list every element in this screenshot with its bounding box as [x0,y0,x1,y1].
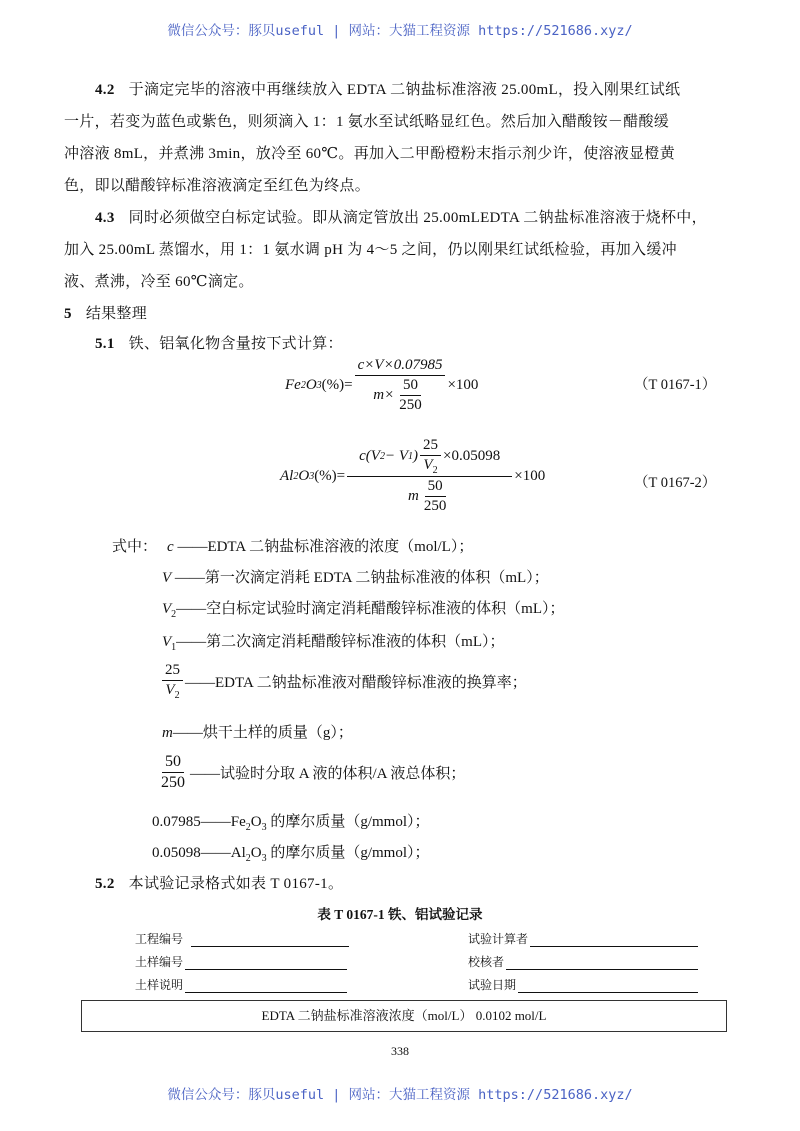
section-4-2-line-2: 一片，若变为蓝色或紫色，则须滴入 1：1 氨水至试纸略显红色。然后加入醋酸铵－醋酸缓 [64,114,670,130]
numerator: c×V×0.07985 [355,357,446,376]
equation-tag-2: （T 0167-2） [634,475,717,491]
text: ——EDTA 二钠盐标准溶液的浓度（mol/L）； [177,539,474,555]
def-v2 [162,597,565,620]
equation-al2o3 [280,437,545,515]
eq-text: Fe [285,377,301,393]
numerator: 50 [425,478,446,497]
def-al2o3 [152,841,430,864]
section-4-2-line-3: 冲溶液 8mL，并煮沸 3min，放冷至 60℃。再加入二甲酚橙粉末指示剂少许，使溶液显橙黄 [64,146,675,162]
def-v1 [162,630,505,653]
def-fraction [156,753,465,792]
symbol: 1 [171,642,177,653]
header-watermark: 微信公众号：豚贝useful | 网站：大猫工程资源 https://521686.xyz/ [167,23,633,39]
eq-text: 2 [432,465,438,476]
eq-text: 2 [300,380,306,391]
symbol: 2 [171,609,177,620]
field-label: 试验计算者 [468,932,529,946]
section-4-2-line-4: 色，即以醋酸锌标准溶液滴定至红色为终点。 [64,178,371,194]
def-c [112,535,473,556]
eq-text: 2 [293,470,299,482]
section-5-1 [95,332,343,353]
denominator: 250 [399,397,422,413]
denominator: 250 [423,498,447,514]
section-title: 结果整理 [85,306,148,322]
numerator: 50 [400,377,421,396]
symbol: c [167,539,174,555]
section-4-3-line-3: 液、煮沸，冷至 60℃滴定。 [64,274,254,290]
symbol: 2 [174,690,180,701]
denominator: V [423,457,433,473]
section-number: 5.2 [95,876,115,892]
field-label: 土样编号 [135,955,184,969]
field-label: 工程编号 [135,932,184,946]
eq-text: c(V [359,448,380,464]
field-checker [468,953,698,970]
footer-watermark: 微信公众号：豚贝useful | 网站：大猫工程资源 https://521686.xyz/ [167,1087,633,1103]
text: ——第一次滴定消耗 EDTA 二钠盐标准液的体积（mL）； [174,570,549,586]
numerator: 25 [420,437,441,456]
eq-text: O [298,467,310,484]
fraction [355,357,446,414]
field-blank [530,933,698,947]
eq-text: 1 [408,451,414,462]
text: 2 [245,822,251,833]
field-blank [191,933,349,947]
field-blank [506,956,698,970]
section-number: 5 [64,306,72,322]
section-4-3-line-2: 加入 25.00mL 蒸馏水，用 1：1 氨水调 pH 为 4～5 之间，仍以刚果红试纸检验，再加入缓冲 [64,242,677,258]
eq-text: − V [384,448,409,464]
section-number: 4.2 [95,82,115,98]
section-number: 5.1 [95,336,115,352]
text: ——第二次滴定消耗醋酸锌标准液的体积（mL）； [176,634,505,650]
field-blank [518,979,698,993]
text: 本试验记录格式如表 T 0167-1。 [128,876,344,892]
field-sample-description [135,976,347,993]
eq-text: 2 [379,451,385,462]
section-4-3-line-1 [95,206,707,227]
table-title: 表 T 0167-1 铁、铝试验记录 [317,907,483,922]
symbol: V [162,601,172,617]
def-v [162,566,549,587]
text: 的摩尔质量（g/mmol）； [266,814,430,830]
denominator: V [165,682,175,698]
text: 3 [261,822,267,833]
text: ——试验时分取 A 液的体积/A 液总体积； [190,766,466,782]
equation-tag-1: （T 0167-1） [634,377,717,393]
field-project-number [135,930,349,947]
eq-text: O [305,377,317,393]
text: 铁、铝氧化物含量按下式计算： [128,336,343,352]
fraction [347,437,512,515]
eq-text: ) [413,448,419,464]
text: 同时必须做空白标定试验。即从滴定管放出 25.00mLEDTA 二钠盐标准溶液于烧杯中， [128,210,707,226]
text: 0.07985——Fe [152,814,246,830]
eq-text: ×100 [514,467,546,484]
def-m [162,721,353,742]
field-calculator [468,930,698,947]
text: ——EDTA 二钠盐标准液对醋酸锌标准液的换算率； [185,675,527,691]
field-blank [185,979,347,993]
denominator: 250 [161,774,185,791]
text: ——烘干土样的质量（g）； [172,725,353,741]
text: ——空白标定试验时滴定消耗醋酸锌标准液的体积（mL）； [176,601,565,617]
field-label: 校核者 [468,955,505,969]
field-label: 试验日期 [468,978,517,992]
section-5-heading [64,302,147,323]
section-4-2-line-1 [95,78,680,99]
eq-text: 3 [309,470,315,482]
lead: 式中： [112,539,158,555]
text: 0.05098——Al [152,845,246,861]
eq-text: (%)= [321,377,353,393]
text: O [250,814,262,830]
def-ratio [160,662,527,701]
equation-fe2o3 [285,357,478,414]
section-number: 4.3 [95,210,115,226]
eq-text: Al [280,467,294,484]
field-test-date [468,976,698,993]
text: 3 [261,853,267,864]
numerator: 25 [162,662,183,681]
numerator: 50 [162,753,184,773]
symbol: m [162,725,173,741]
eq-text: m [408,488,419,504]
def-fe2o3 [152,810,430,833]
text: 的摩尔质量（g/mmol）； [266,845,430,861]
symbol: V [162,570,172,586]
eq-text: 3 [316,380,322,391]
page-number: 338 [391,1044,409,1058]
section-5-2 [95,872,343,893]
table-row-edta-concentration: EDTA 二钠盐标准溶液浓度（mol/L） 0.0102 mol/L [81,1000,727,1032]
text: 2 [245,853,251,864]
field-sample-number [135,953,347,970]
symbol: V [162,634,172,650]
eq-text: m× [373,387,395,403]
text: 于滴定完毕的溶液中再继续放入 EDTA 二钠盐标准溶液 25.00mL，投入刚果红试纸 [128,82,681,98]
field-label: 土样说明 [135,978,184,992]
field-blank [185,956,347,970]
text: O [250,845,262,861]
eq-text: ×100 [447,377,479,393]
eq-text: ×0.05098 [443,448,501,464]
eq-text: (%)= [314,467,346,484]
